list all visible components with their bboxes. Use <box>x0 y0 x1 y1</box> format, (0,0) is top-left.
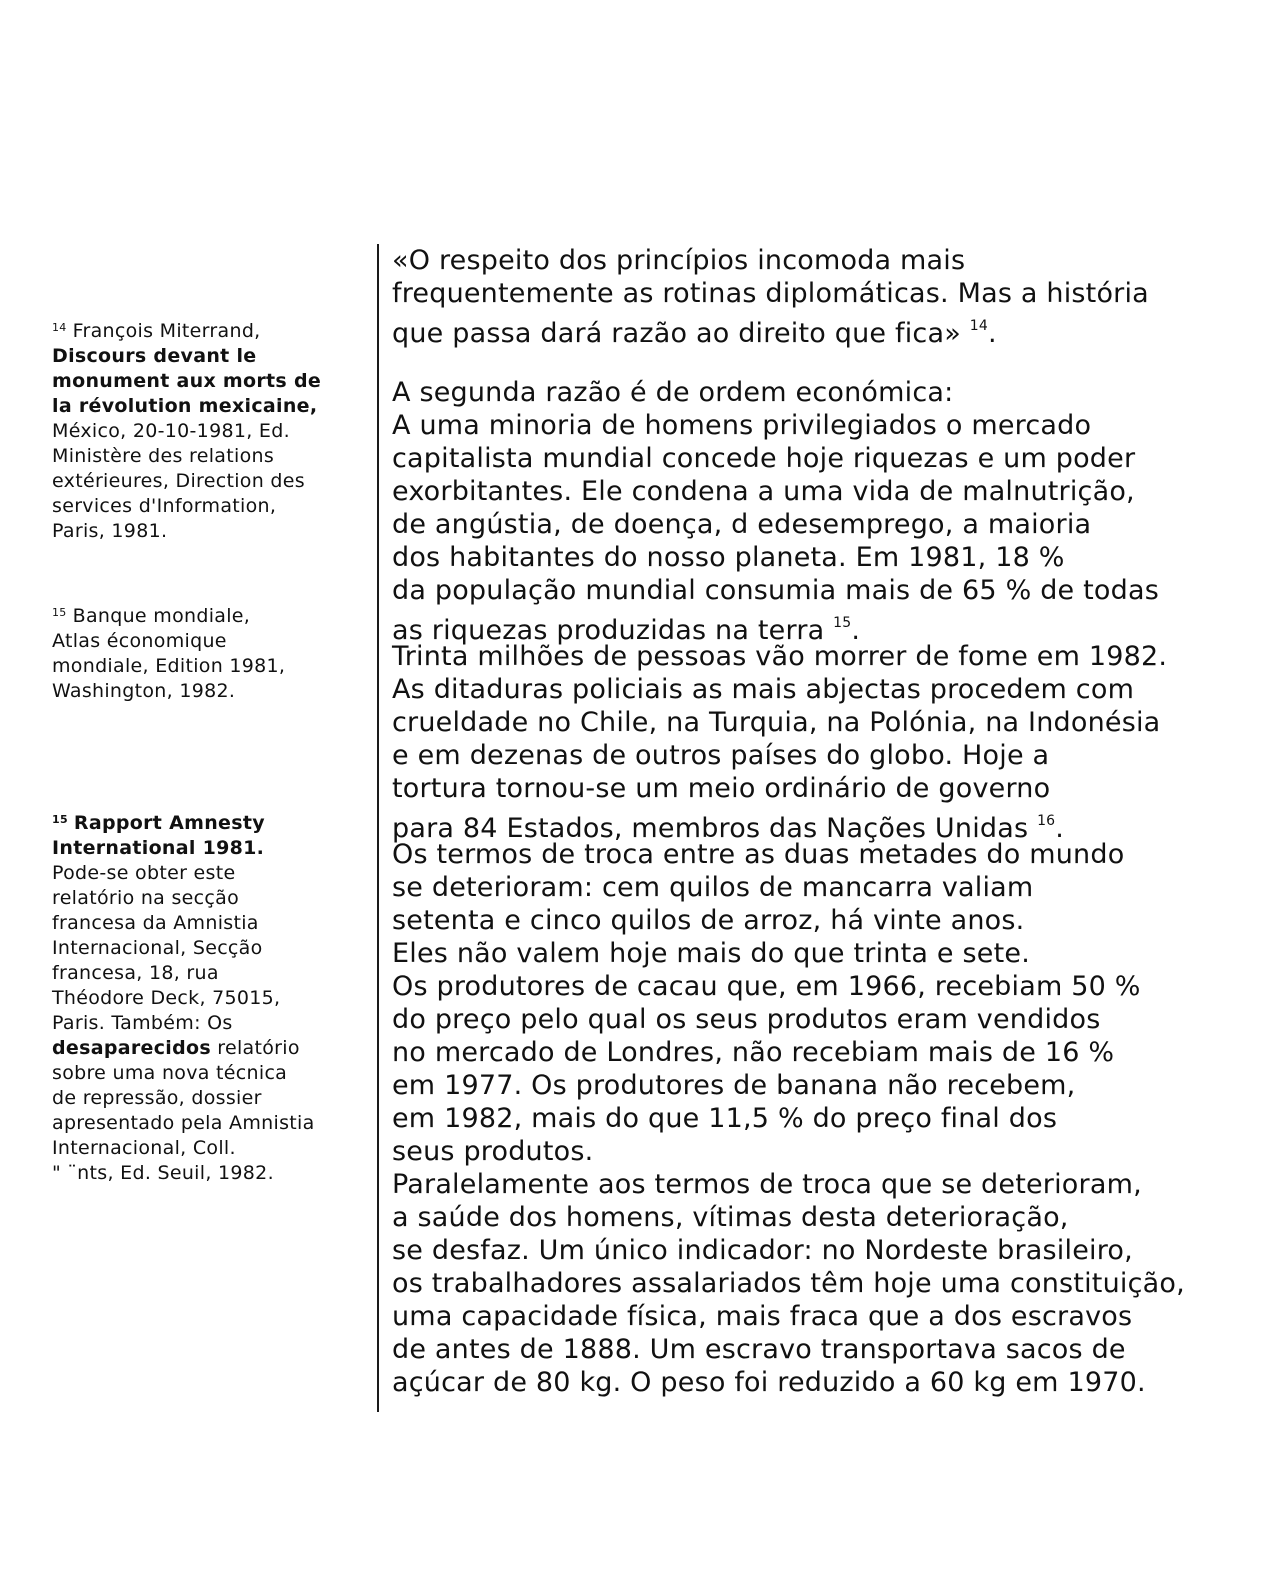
footnote-line: Atlas économique <box>52 630 227 652</box>
footnote-marker: 15 <box>52 813 68 826</box>
text-line: Os termos de troca entre as duas metades do mundo <box>392 839 1125 870</box>
text-line: tortura tornou-se um meio ordinário de governo <box>392 773 1051 804</box>
text-line: no mercado de Londres, não recebiam mais de 16 % <box>392 1037 1115 1068</box>
footnote-line: mondiale, Edition 1981, <box>52 655 286 677</box>
text-line: uma capacidade física, mais fraca que a dos escravos <box>392 1301 1133 1332</box>
footnote-ref-14: 14 <box>969 318 988 334</box>
text-line: da população mundial consumia mais de 65 % de todas <box>392 575 1159 606</box>
text-line: capitalista mundial concede hoje riquezas e um poder <box>392 443 1136 474</box>
text-line: a saúde dos homens, vítimas desta deterioração, <box>392 1202 1069 1233</box>
text-line: As ditaduras policiais as mais abjectas procedem com <box>392 674 1135 705</box>
text-line: em 1982, mais do que 11,5 % do preço final dos <box>392 1103 1058 1134</box>
text-line: se deterioram: cem quilos de mancarra valiam <box>392 872 1034 903</box>
text-line: se desfaz. Um único indicador: no Nordeste brasileiro, <box>392 1235 1133 1266</box>
footnote-line: " ¨nts, Ed. Seuil, 1982. <box>52 1162 274 1184</box>
footnote-line: Paris, 1981. <box>52 520 168 542</box>
text-line: em 1977. Os produtores de banana não recebem, <box>392 1070 1076 1101</box>
text-line: dos habitantes do nosso planeta. Em 1981, 18 % <box>392 542 1065 573</box>
footnote-title-line: la révolution mexicaine, <box>52 395 318 417</box>
footnote-line: sobre uma nova técnica <box>52 1062 288 1084</box>
column-divider <box>377 244 379 1412</box>
footnote-title-line: Discours devant le <box>52 345 257 367</box>
footnote-text: Banque mondiale, <box>72 605 251 627</box>
text-line: Paralelamente aos termos de troca que se deterioram, <box>392 1169 1142 1200</box>
footnote-line: apresentado pela Amnistia <box>52 1112 315 1134</box>
footnote-text: relatório <box>210 1037 300 1059</box>
footnote-line: Internacional, Coll. <box>52 1137 236 1159</box>
footnote-line: francesa da Amnistia <box>52 912 259 934</box>
text-line: «O respeito dos princípios incomoda mais <box>392 245 966 276</box>
footnote-ref-15: 15 <box>833 615 852 631</box>
footnote-author: François Miterrand, <box>72 320 261 342</box>
footnote-line: services d'Information, <box>52 495 277 517</box>
footnote-marker: 15 <box>52 606 67 619</box>
footnote-15 <box>52 600 362 704</box>
text-line: frequentemente as rotinas diplomáticas. Mas a história <box>392 278 1149 309</box>
text-line: do preço pelo qual os seus produtos eram vendidos <box>392 1004 1101 1035</box>
text-line: crueldade no Chile, na Turquia, na Polónia, na Indonésia <box>392 707 1161 738</box>
footnote-line: relatório na secção <box>52 887 240 909</box>
text-line: A uma minoria de homens privilegiados o mercado <box>392 410 1092 441</box>
text-line: setenta e cinco quilos de arroz, há vinte anos. <box>392 905 1025 936</box>
footnote-line: extérieures, Direction des <box>52 470 305 492</box>
footnote-title-line: monument aux morts de <box>52 370 322 392</box>
footnote-line: Ministère des relations <box>52 445 275 467</box>
text-line: açúcar de 80 kg. O peso foi reduzido a 60 kg em 1970. <box>392 1367 1146 1398</box>
footnote-line: Théodore Deck, 75015, <box>52 987 281 1009</box>
quote-last: que passa dará razão ao direito que fica» <box>392 318 961 349</box>
footnote-line: Washington, 1982. <box>52 680 236 702</box>
text-line <box>392 607 1212 646</box>
footnote-14 <box>52 315 362 544</box>
block2-last: para 84 Estados, membros das Nações Unidas <box>392 813 1029 844</box>
footnote-line: francesa, 18, rua <box>52 962 219 984</box>
text-line: exorbitantes. Ele condena a uma vida de malnutrição, <box>392 476 1135 507</box>
footnote-title: Rapport Amnesty <box>73 812 265 834</box>
footnote-line: Paris. Também: Os <box>52 1012 233 1034</box>
text-line <box>392 805 1212 844</box>
punct: . <box>851 615 861 646</box>
text-line: os trabalhadores assalariados têm hoje uma constituição, <box>392 1268 1185 1299</box>
footnote-title-line <box>52 807 362 836</box>
punct: . <box>987 318 997 349</box>
text-line: A segunda razão é de ordem económica: <box>392 377 954 408</box>
main-text <box>392 244 1212 1399</box>
footnote-16 <box>52 807 362 1186</box>
text-line: Eles não valem hoje mais do que trinta e sete. <box>392 938 1030 969</box>
text-line: Trinta milhões de pessoas vão morrer de fome em 1982. <box>392 641 1168 672</box>
footnote-line <box>52 1036 362 1061</box>
footnote-line: Pode-se obter este <box>52 862 236 884</box>
footnote-line <box>52 600 362 629</box>
text-line <box>392 310 1212 349</box>
text-line: de antes de 1888. Um escravo transportava sacos de <box>392 1334 1126 1365</box>
text-line: de angústia, de doença, d edesemprego, a maioria <box>392 509 1092 540</box>
footnote-bold-title: desaparecidos <box>52 1037 211 1059</box>
footnote-line: México, 20-10-1981, Ed. <box>52 420 290 442</box>
block1-last: as riquezas produzidas na terra <box>392 615 825 646</box>
footnote-line: de repressão, dossier <box>52 1087 262 1109</box>
footnote-marker: 14 <box>52 321 67 334</box>
footnote-ref-16: 16 <box>1037 813 1056 829</box>
footnote-line <box>52 315 362 344</box>
text-line: e em dezenas de outros países do globo. Hoje a <box>392 740 1050 771</box>
text-line: Os produtores de cacau que, em 1966, recebiam 50 % <box>392 971 1141 1002</box>
footnote-line: Internacional, Secção <box>52 937 263 959</box>
text-line: seus produtos. <box>392 1136 594 1167</box>
footnote-title-line: International 1981. <box>52 837 265 859</box>
punct: . <box>1055 813 1065 844</box>
